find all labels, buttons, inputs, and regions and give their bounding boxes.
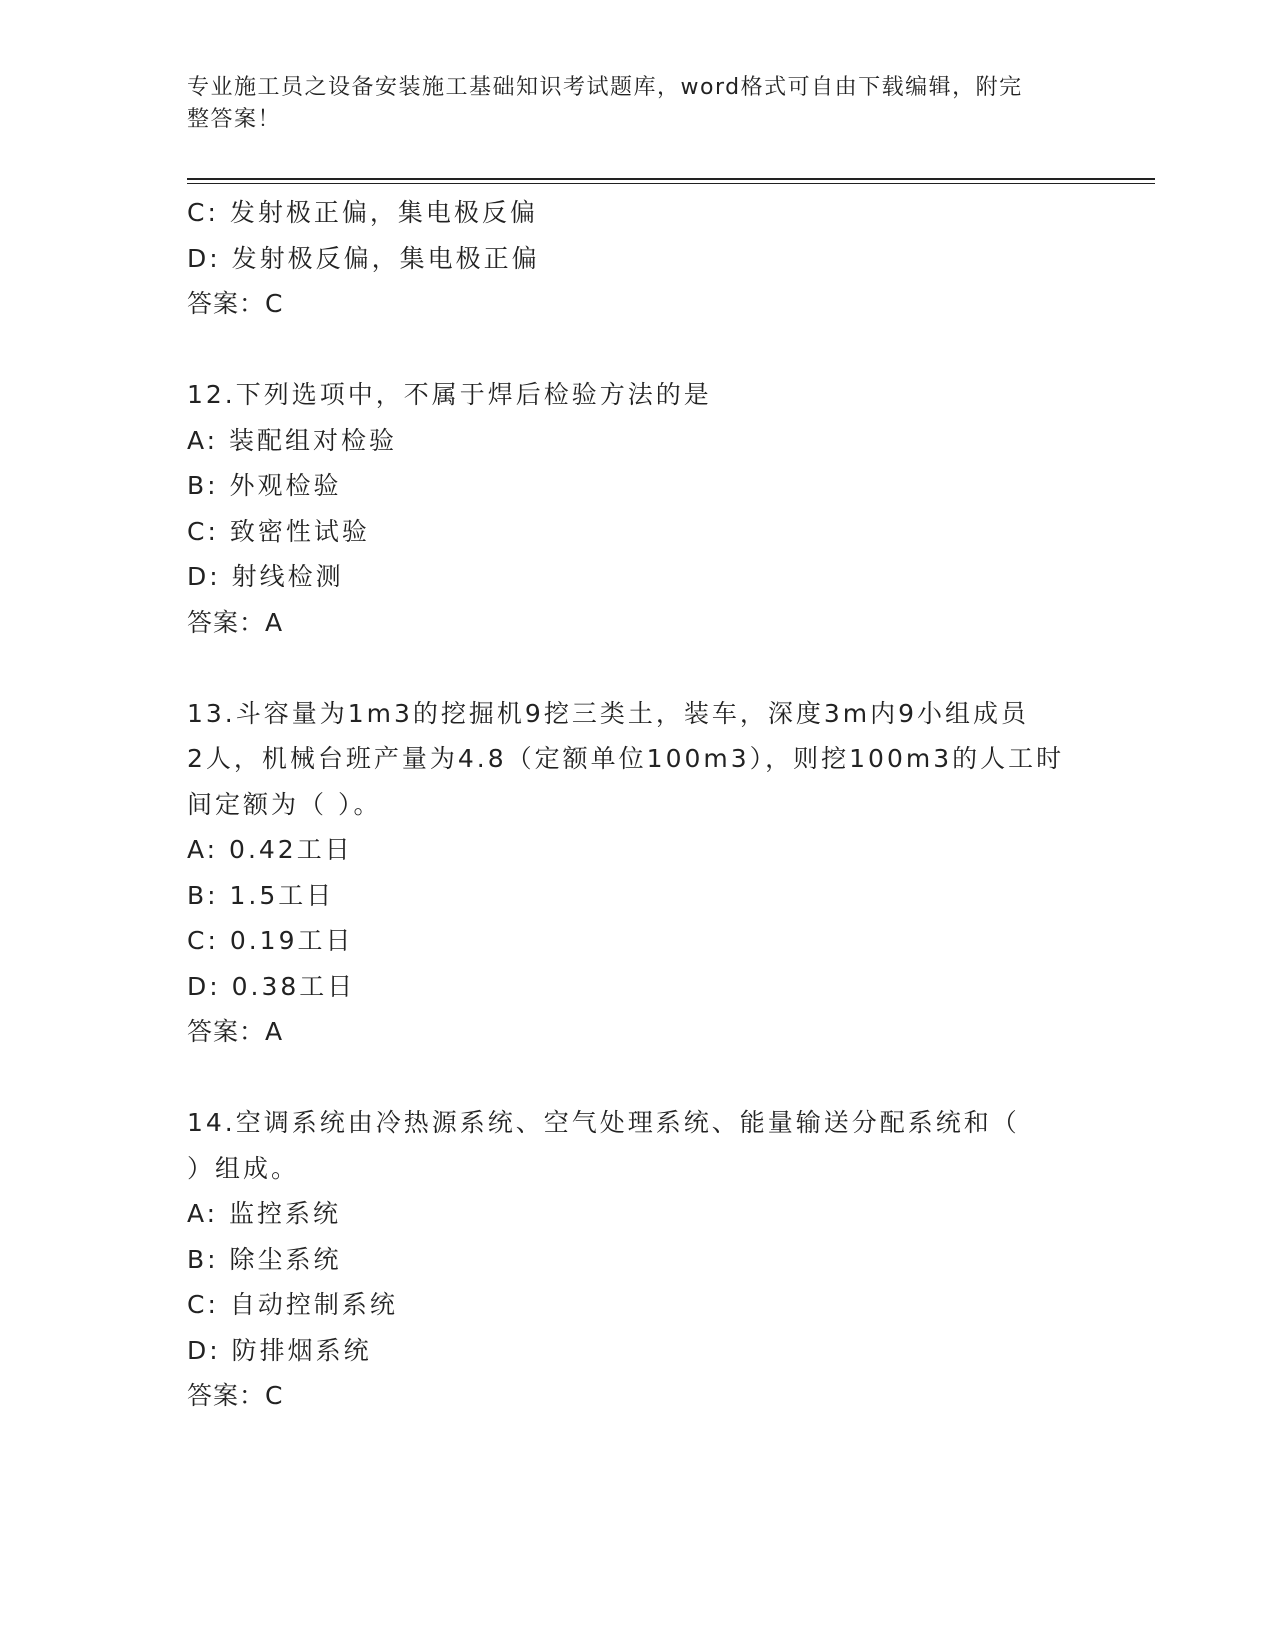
option-c: C: 自动控制系统	[187, 1290, 398, 1319]
option-a: A: 0.42工日	[187, 835, 353, 864]
document-header	[187, 72, 1067, 136]
header-line-1: 专业施工员之设备安装施工基础知识考试题库，word格式可自由下载编辑，附完	[187, 75, 1023, 100]
answer-line: 答案：C	[187, 1381, 284, 1410]
option-d: D: 射线检测	[187, 562, 344, 591]
option-a: A: 监控系统	[187, 1199, 342, 1228]
answer-line: 答案：C	[187, 289, 284, 318]
answer-line: 答案：A	[187, 607, 284, 637]
option-a: A: 装配组对检验	[187, 425, 398, 455]
question-stem-line-1: 13.斗容量为1m3的挖掘机9挖三类土，装车，深度3m内9小组成员	[187, 698, 1029, 728]
option-d: D: 发射极反偏，集电极正偏	[187, 243, 540, 273]
question-14	[187, 1100, 1087, 1419]
question-stem-line-3: 间定额为（ ）。	[187, 789, 382, 819]
question-content	[187, 190, 1087, 1419]
option-b: B: 外观检验	[187, 471, 342, 500]
option-b: B: 除尘系统	[187, 1244, 342, 1274]
option-c: C: 0.19工日	[187, 926, 354, 955]
spacer	[187, 1055, 1087, 1101]
option-d: D: 0.38工日	[187, 971, 356, 1001]
question-stem-line-2: ）组成。	[187, 1153, 300, 1183]
question-stem-line-2: 2人，机械台班产量为4.8（定额单位100m3），则挖100m3的人工时	[187, 744, 1065, 773]
header-rule-top	[187, 178, 1155, 180]
question-stem-line-1: 14.空调系统由冷热源系统、空气处理系统、能量输送分配系统和（	[187, 1108, 1020, 1137]
question-stem: 12.下列选项中，不属于焊后检验方法的是	[187, 380, 712, 409]
option-c: C: 发射极正偏，集电极反偏	[187, 198, 538, 227]
question-12	[187, 372, 1087, 645]
question-11-continued	[187, 190, 1087, 327]
spacer	[187, 645, 1087, 691]
header-line-2: 整答案！	[187, 107, 282, 132]
option-c: C: 致密性试验	[187, 516, 370, 546]
option-d: D: 防排烟系统	[187, 1335, 372, 1365]
option-b: B: 1.5工日	[187, 880, 335, 910]
question-13	[187, 691, 1087, 1055]
header-rule-bottom	[187, 183, 1155, 184]
spacer	[187, 327, 1087, 373]
answer-line: 答案：A	[187, 1017, 284, 1046]
